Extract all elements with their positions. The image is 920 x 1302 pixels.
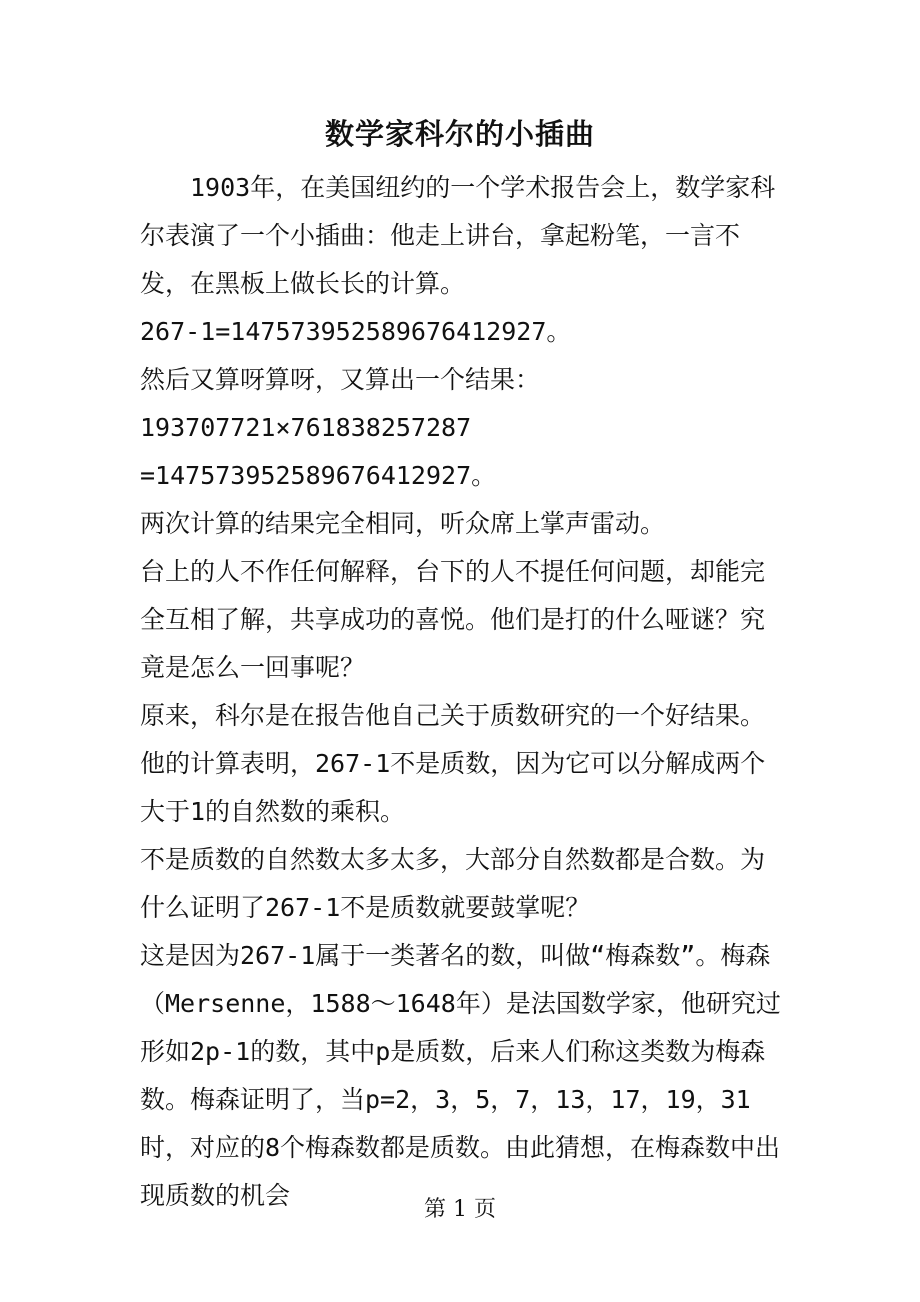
paragraph: 267-1=147573952589676412927。 (140, 317, 572, 346)
document-body (140, 164, 782, 1220)
paragraph: 这是因为267-1属于一类著名的数，叫做“梅森数”。梅森（Mersenne，1588～1648年）是法国数学家，他研究过形如2p-1的数，其中p是质数，后来人们称这类数为梅森数。梅森证明了，当p=2，3，5，7，13，17，19，31时，对应的8个梅森数都是质数。由此猜想，在梅森数中出现质数的机会 (140, 941, 781, 1210)
paragraph: 原来，科尔是在报告他自己关于质数研究的一个好结果。他的计算表明，267-1不是质数，因为它可以分解成两个大于1的自然数的乘积。 (140, 701, 766, 826)
paragraph: 两次计算的结果完全相同，听众席上掌声雷动。 (140, 509, 666, 538)
paragraph: 1903年，在美国纽约的一个学术报告会上，数学家科尔表演了一个小插曲：他走上讲台，拿起粉笔，一言不发，在黑板上做长长的计算。 (140, 173, 776, 298)
paragraph: =147573952589676412927。 (140, 461, 497, 490)
paragraph: 193707721×761838257287 (140, 413, 472, 442)
paragraph: 台上的人不作任何解释，台下的人不提任何问题，却能完全互相了解，共享成功的喜悦。他们是打的什么哑谜？究竟是怎么一回事呢？ (140, 557, 766, 682)
paragraph: 然后又算呀算呀，又算出一个结果： (140, 365, 541, 394)
paragraph: 不是质数的自然数太多太多，大部分自然数都是合数。为什么证明了267-1不是质数就要鼓掌呢？ (140, 845, 766, 922)
page-footer: 第 1 页 (424, 1197, 496, 1222)
page-title: 数学家科尔的小插曲 (324, 117, 595, 151)
